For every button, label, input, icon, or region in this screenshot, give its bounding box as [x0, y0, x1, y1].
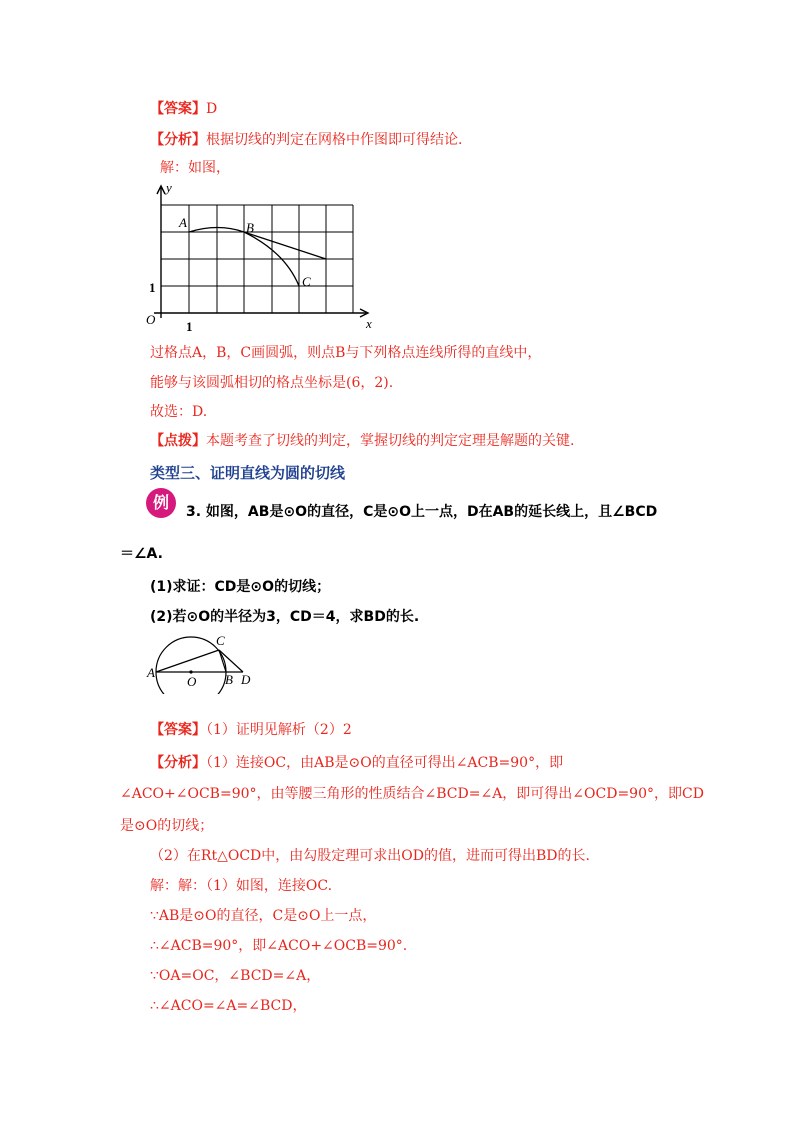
answer2-text: （1）证明见解析（2）2 — [206, 722, 352, 738]
answer-tag: 【答案】 — [150, 101, 206, 117]
solution1-line-2: 能够与该圆弧相切的格点坐标是(6，2). — [150, 375, 394, 391]
grid-figure — [140, 180, 380, 335]
problem-part-1: (1)求证：CD是⊙O的切线； — [150, 579, 331, 595]
problem-line-2: ＝∠A. — [120, 546, 163, 562]
section-heading: 类型三、证明直线为圆的切线 — [150, 464, 346, 482]
analysis2-line-1 — [150, 754, 563, 772]
problem-line-1: 3. 如图，AB是⊙O的直径，C是⊙O上一点，D在AB的延长线上，且∠BCD — [186, 504, 658, 520]
answer-line-1 — [150, 100, 217, 118]
analysis-text: 根据切线的判定在网格中作图即可得结论. — [206, 132, 463, 148]
x-tick-one: 1 — [186, 319, 193, 334]
point-b-label: B — [246, 220, 254, 235]
problem-part-2: (2)若⊙O的半径为3，CD＝4，求BD的长. — [150, 609, 420, 625]
solution2-line-4: ∵OA=OC，∠BCD=∠A， — [150, 968, 321, 984]
x-axis-label: x — [366, 316, 372, 331]
answer-text: D — [206, 101, 218, 117]
solution2-line-3: ∴∠ACB=90°，即∠ACO+∠OCB=90°. — [150, 938, 408, 954]
analysis-line-1 — [150, 131, 462, 149]
example-badge-icon: 例 — [146, 488, 176, 518]
chord-ac — [156, 650, 219, 672]
label-o: O — [187, 674, 197, 689]
tangent-line — [244, 232, 326, 259]
axes — [154, 186, 368, 318]
solution2-line-2: ∵AB是⊙O的直径，C是⊙O上一点， — [150, 908, 377, 924]
answer-line-2 — [150, 721, 352, 739]
analysis2-text-1: （1）连接OC，由AB是⊙O的直径可得出∠ACB=90°，即 — [206, 755, 564, 771]
solution2-line-5: ∴∠ACO=∠A=∠BCD， — [150, 998, 307, 1014]
y-tick-one: 1 — [149, 280, 156, 295]
answer2-tag: 【答案】 — [150, 722, 206, 738]
solution1-line-3: 故选：D. — [150, 404, 208, 420]
y-axis-label: y — [166, 180, 172, 195]
label-d: D — [241, 672, 251, 687]
analysis2-line-4: （2）在Rt△OCD中，由勾股定理可求出OD的值，进而可得出BD的长. — [150, 848, 590, 864]
origin-label: O — [146, 312, 156, 327]
analysis2-line-2: ∠ACO+∠OCB=90°，由等腰三角形的性质结合∠BCD=∠A，即可得出∠OCD=90°，即CD — [120, 786, 704, 802]
point-c-label: C — [302, 274, 311, 289]
point-a-label: A — [179, 215, 187, 230]
analysis-tag: 【分析】 — [150, 132, 206, 148]
tip-tag: 【点拨】 — [150, 433, 206, 449]
solution1-line-1: 过格点A，B，C画圆弧，则点B与下列格点连线所得的直线中， — [150, 345, 542, 361]
analysis2-tag: 【分析】 — [150, 755, 206, 771]
analysis2-line-3: 是⊙O的切线； — [120, 818, 214, 834]
tip-line — [150, 432, 574, 450]
circle-figure — [145, 632, 255, 694]
label-a: A — [147, 665, 155, 680]
label-b: B — [225, 672, 233, 687]
label-c: C — [216, 633, 225, 648]
tip-text: 本题考查了切线的判定，掌握切线的判定定理是解题的关键. — [206, 433, 575, 449]
solution2-line-1: 解：解：（1）如图，连接OC. — [150, 878, 333, 894]
solution-intro: 解：如图， — [160, 160, 230, 176]
